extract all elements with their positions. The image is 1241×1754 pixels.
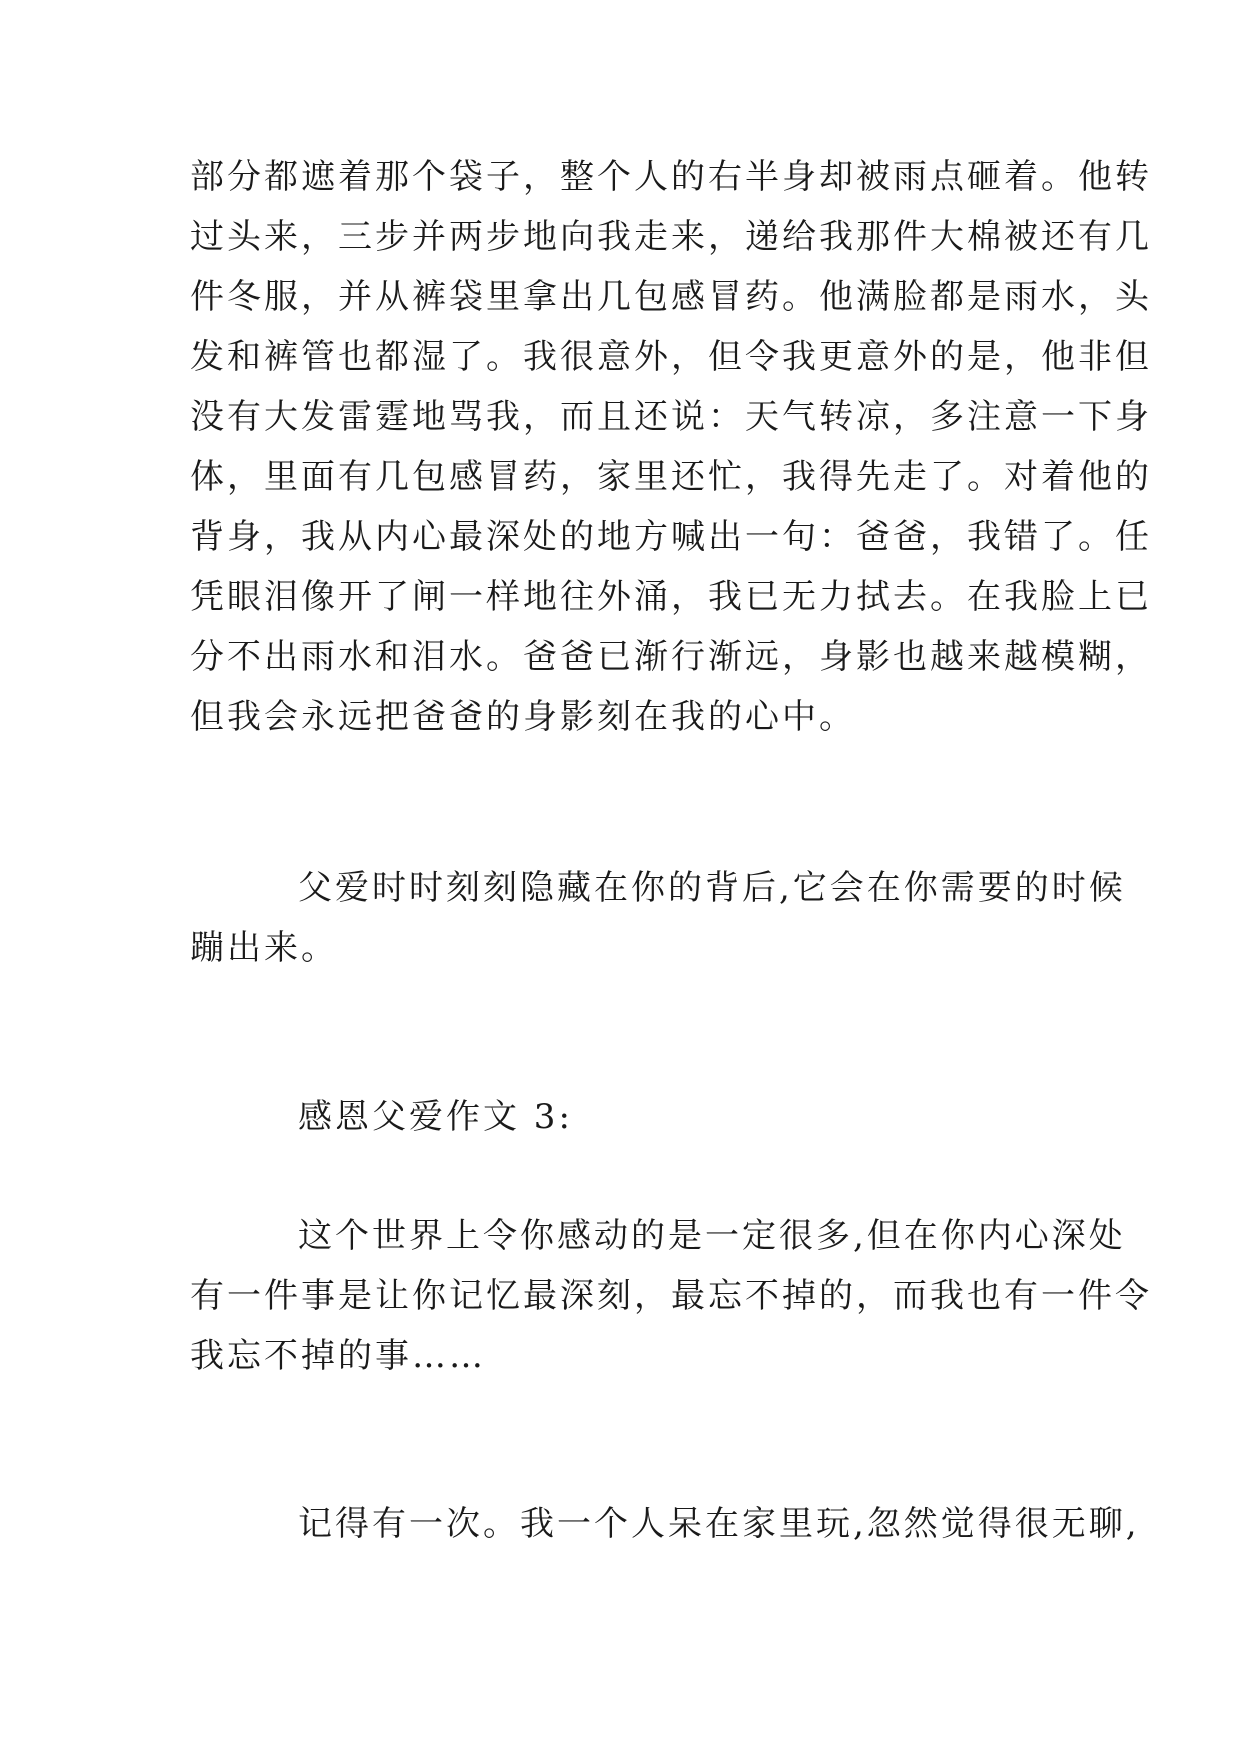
text-line: 凭眼泪像开了闸一样地往外涌，我已无力拭去。在我脸上已 bbox=[190, 577, 1152, 617]
heading-text: 感恩父爱作文 3: bbox=[298, 1097, 573, 1137]
paragraph-story-continuation bbox=[190, 147, 1152, 747]
paragraph-intro bbox=[190, 1206, 1152, 1386]
text-line: 我忘不掉的事…… bbox=[190, 1336, 486, 1376]
text-line: 背身，我从内心最深处的地方喊出一句：爸爸，我错了。任 bbox=[190, 517, 1152, 557]
text-line: 没有大发雷霆地骂我，而且还说：天气转凉，多注意一下身 bbox=[190, 397, 1152, 437]
text-line: 发和裤管也都湿了。我很意外，但令我更意外的是，他非但 bbox=[190, 337, 1152, 377]
text-line: 父爱时时刻刻隐藏在你的背后,它会在你需要的时候 bbox=[298, 868, 1126, 908]
paragraph-father-love bbox=[190, 858, 1126, 978]
text-line: 体，里面有几包感冒药，家里还忙，我得先走了。对着他的 bbox=[190, 457, 1152, 497]
text-line: 件冬服，并从裤袋里拿出几包感冒药。他满脸都是雨水，头 bbox=[190, 277, 1152, 317]
text-line: 分不出雨水和泪水。爸爸已渐行渐远，身影也越来越模糊， bbox=[190, 637, 1152, 677]
text-line: 这个世界上令你感动的是一定很多,但在你内心深处 bbox=[298, 1216, 1126, 1256]
text-line: 蹦出来。 bbox=[190, 928, 338, 968]
text-line: 部分都遮着那个袋子，整个人的右半身却被雨点砸着。他转 bbox=[190, 157, 1152, 197]
text-line: 过头来，三步并两步地向我走来，递给我那件大棉被还有几 bbox=[190, 217, 1152, 257]
paragraph-memory bbox=[190, 1494, 1140, 1554]
section-heading bbox=[190, 1087, 1060, 1147]
text-line: 但我会永远把爸爸的身影刻在我的心中。 bbox=[190, 697, 856, 737]
text-line: 有一件事是让你记忆最深刻，最忘不掉的，而我也有一件令 bbox=[190, 1276, 1152, 1316]
text-line: 记得有一次。我一个人呆在家里玩,忽然觉得很无聊, bbox=[298, 1504, 1140, 1544]
